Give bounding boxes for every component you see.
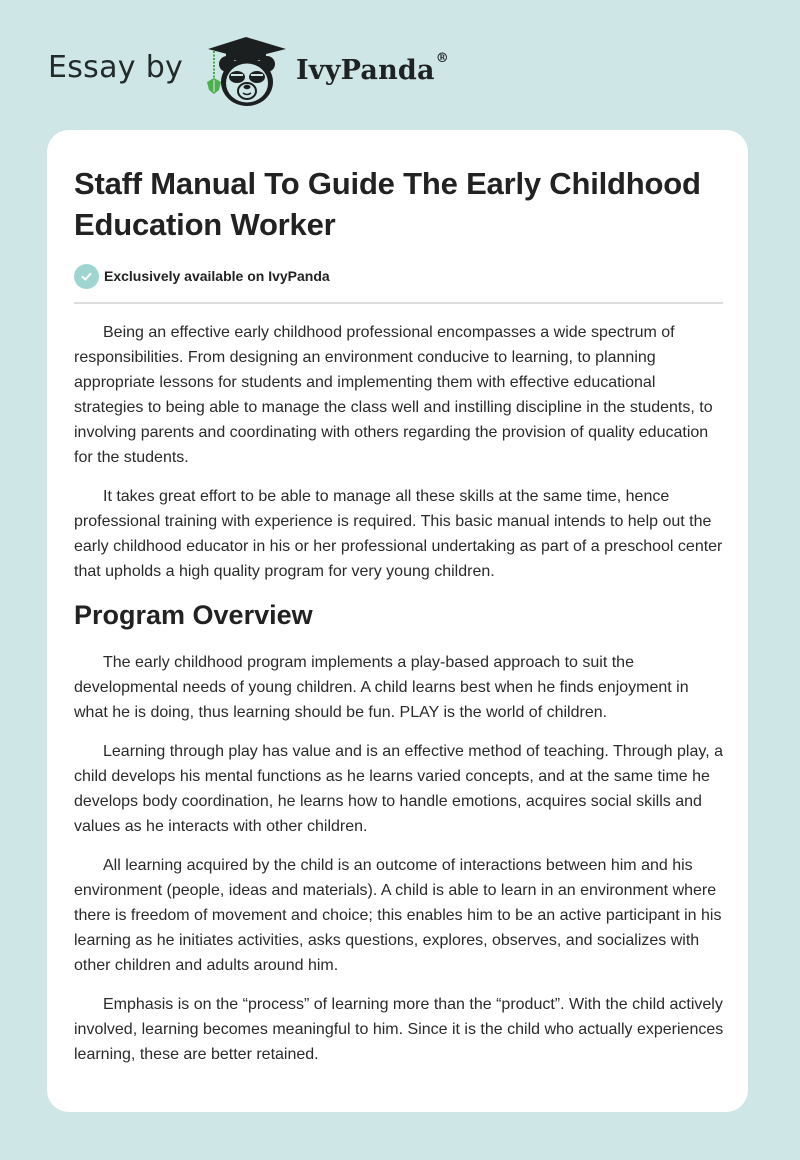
essay-body xyxy=(74,320,726,1081)
section-paragraph: Emphasis is on the “process” of learning more than the “product”. With the child actively involved, learning becomes meaningful to him. Since it is the child who actually experiences learning, these are better retained. xyxy=(74,996,724,1063)
exclusive-label: Exclusively available on IvyPanda xyxy=(104,268,330,284)
page-title: Staff Manual To Guide The Early Childhood Education Worker xyxy=(74,166,701,242)
section-paragraph: The early childhood program implements a play-based approach to suit the developmental needs of young children. A child learns best when he finds enjoyment in what he is doing, thus learning should be fun. PLAY is the world of children. xyxy=(74,654,689,721)
essay-card xyxy=(47,130,748,1112)
registered-mark: ® xyxy=(435,51,449,66)
site-header xyxy=(0,0,800,125)
section-heading-program-overview: Program Overview xyxy=(74,600,313,630)
section-paragraph: All learning acquired by the child is an outcome of interactions between him and his environment (people, ideas and materials). A child is able to learn in an environment where there is freedom of movement and choice; this enables him to be an active participant in his learning as he initiates activities, asks questions, explores, observes, and socializes with other children and adults around him. xyxy=(74,857,722,974)
intro-paragraph: Being an effective early childhood professional encompasses a wide spectrum of responsibilities. From designing an environment conducive to learning, to planning appropriate lessons for students and implementing them with effective educational strategies to being able to manage the class well and instilling discipline in the students, to involving parents and coordinating with others regarding the provision of quality education for the students. xyxy=(74,324,713,466)
check-icon xyxy=(74,264,99,289)
exclusive-badge xyxy=(74,263,330,289)
brand-text: IvyPanda xyxy=(296,55,435,86)
brand-name[interactable] xyxy=(296,51,449,86)
title-divider xyxy=(74,302,723,304)
intro-paragraph: It takes great effort to be able to manage all these skills at the same time, hence professional training with experience is required. This basic manual intends to help out the early childhood educator in his or her professional undertaking as part of a preschool center that upholds a high quality program for very young children. xyxy=(74,488,723,580)
panda-logo-icon[interactable] xyxy=(200,34,292,110)
section-paragraph: Learning through play has value and is an effective method of teaching. Through play, a child develops his mental functions as he learns varied concepts, and at the same time he develops body coordination, he learns how to handle emotions, acquires social skills and values as he interacts with other children. xyxy=(74,743,723,835)
essay-by-label: Essay by xyxy=(48,50,184,85)
